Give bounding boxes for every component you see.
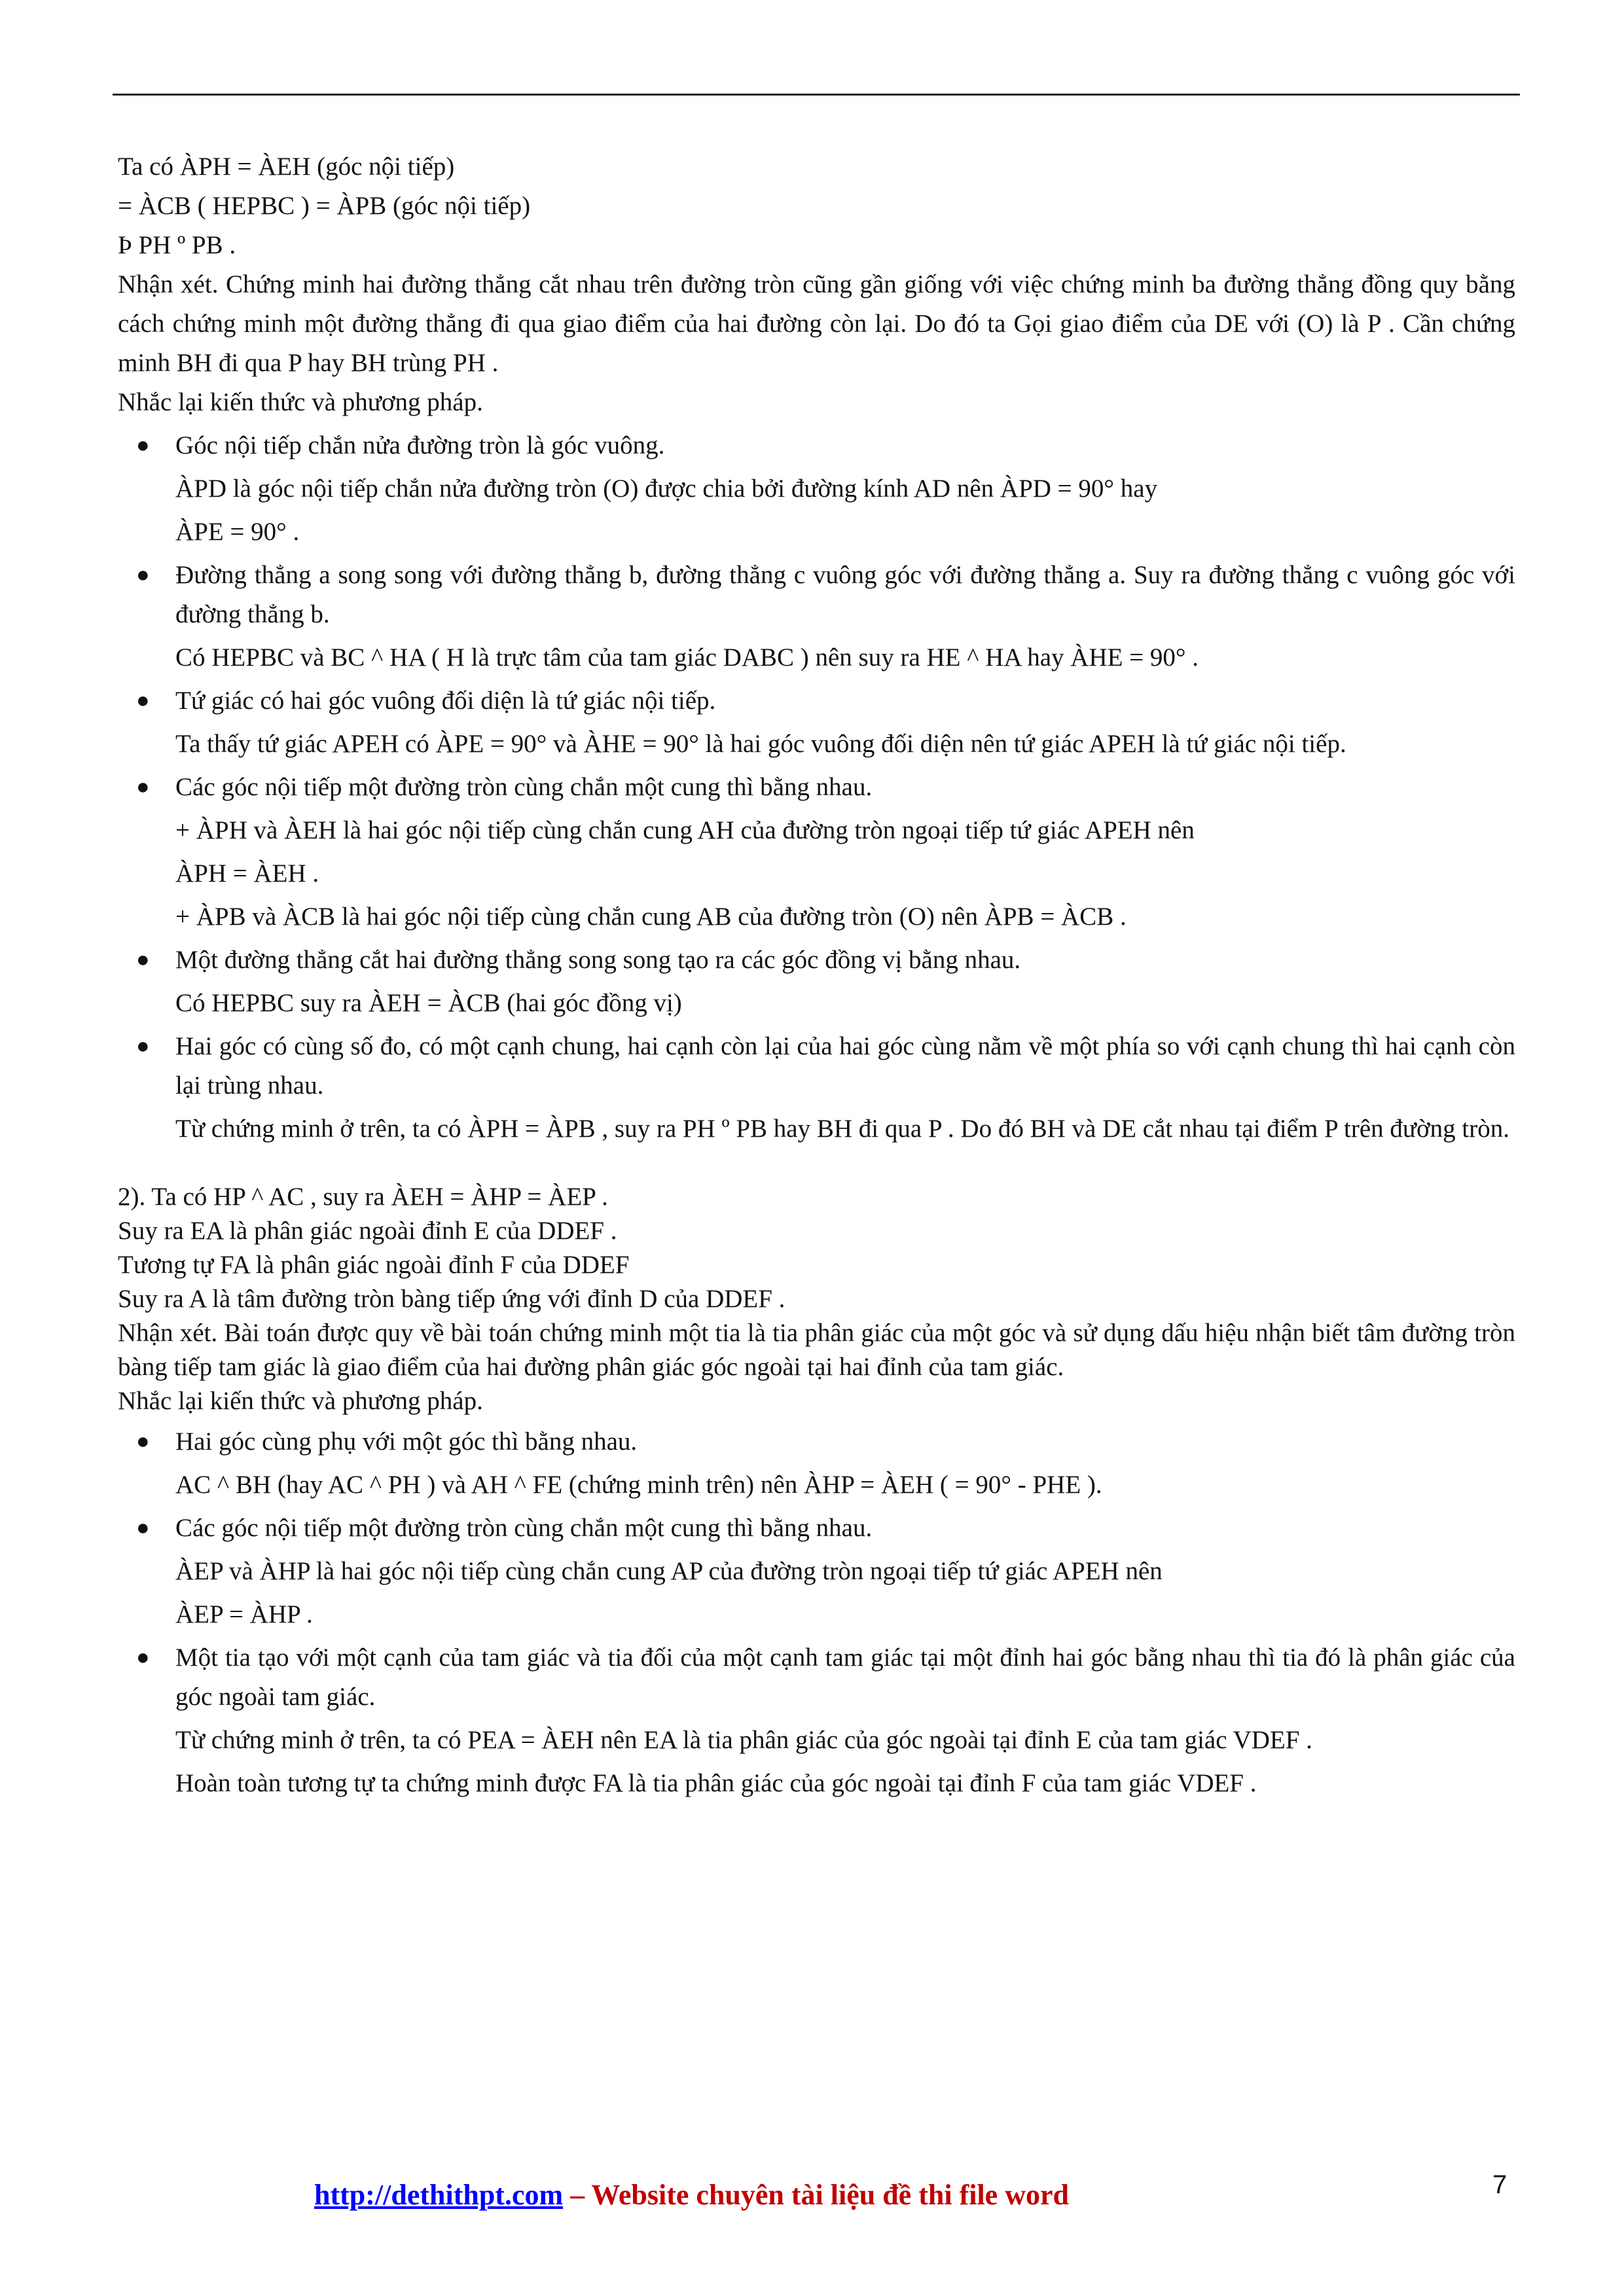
footer: [314, 2178, 1069, 2212]
s1-remark: Nhận xét. Chứng minh hai đường thẳng cắt nhau trên đường tròn cũng gần giống với việc chứng minh ba đường thẳng đồng quy bằng cách chứng minh một đường thẳng đi qua giao điểm của hai đường còn lại. Do đó ta Gọi giao điểm của DE với (O) là P . Cần chứng minh BH đi qua P hay BH trùng PH .: [118, 270, 1515, 377]
s1-bullet-2: ● Đường thẳng a song song với đường thẳng b, đường thẳng c vuông góc với đường thẳng a. Suy ra đường thẳng c vuông góc với đường thẳng b.: [118, 556, 1515, 634]
bullet-icon: ●: [136, 689, 150, 713]
s1-line3: Þ PH º PB .: [118, 231, 236, 259]
s2-bullet-1-detail: AC ^ BH (hay AC ^ PH ) và AH ^ FE (chứng minh trên) nên ÀHP = ÀEH ( = 90° - PHE ).: [175, 1471, 1102, 1499]
s2-line1: 2). Ta có HP ^ AC , suy ra ÀEH = ÀHP = ÀEP .: [118, 1183, 608, 1211]
s1-bullet-6-detail: Từ chứng minh ở trên, ta có ÀPH = ÀPB , suy ra PH º PB hay BH đi qua P . Do đó BH và DE cắt nhau tại điểm P trên đường tròn.: [175, 1115, 1509, 1143]
s1-bullet-1-detail: ÀPD là góc nội tiếp chắn nửa đường tròn (O) được chia bởi đường kính AD nên ÀPD = 90° hay: [175, 475, 1158, 503]
bullet-icon: ●: [136, 563, 150, 587]
s2-bullet-3-detail-2: Hoàn toàn tương tự ta chứng minh được FA là tia phân giác của góc ngoài tại đỉnh F của tam giác VDEF .: [175, 1769, 1257, 1797]
bullet-icon: ●: [136, 1645, 150, 1670]
s1-bullet-4: ● Các góc nội tiếp một đường tròn cùng chắn một cung thì bằng nhau.: [118, 768, 1515, 807]
s2-bullet-2: ● Các góc nội tiếp một đường tròn cùng chắn một cung thì bằng nhau.: [118, 1509, 1515, 1548]
s2-recall-heading: Nhắc lại kiến thức và phương pháp.: [118, 1387, 483, 1415]
footer-link[interactable]: http://dethithpt.com: [314, 2179, 564, 2211]
s2-bullet-2-detail: ÀEP và ÀHP là hai góc nội tiếp cùng chắn cung AP của đường tròn ngoại tiếp tứ giác APEH nên: [175, 1557, 1163, 1585]
s2-bullet-3: ● Một tia tạo với một cạnh của tam giác và tia đối của một cạnh tam giác tại một đỉnh hai góc bằng nhau thì tia đó là phân giác của góc ngoài tam giác.: [118, 1638, 1515, 1717]
s2-line2: Suy ra EA là phân giác ngoài đỉnh E của DDEF .: [118, 1217, 617, 1245]
bullet-icon: ●: [136, 1516, 150, 1540]
s1-bullet-5-detail: Có HEPBC suy ra ÀEH = ÀCB (hai góc đồng vị): [175, 989, 682, 1017]
page-body: [118, 147, 1515, 1807]
s2-bullet-3-detail: Từ chứng minh ở trên, ta có PEA = ÀEH nên EA là tia phân giác của góc ngoài tại đỉnh E của tam giác VDEF .: [175, 1726, 1312, 1754]
bullet-icon: ●: [136, 1429, 150, 1454]
s2-bullet-1: ● Hai góc cùng phụ với một góc thì bằng nhau.: [118, 1422, 1515, 1462]
s2-bullet-2-detail-2: ÀEP = ÀHP .: [175, 1600, 313, 1628]
s1-bullet-4-detail: + ÀPH và ÀEH là hai góc nội tiếp cùng chắn cung AH của đường tròn ngoại tiếp tứ giác APEH nên: [175, 816, 1195, 844]
s1-bullet-1: ● Góc nội tiếp chắn nửa đường tròn là góc vuông.: [118, 426, 1515, 465]
s1-bullet-4-detail-2: ÀPH = ÀEH .: [175, 859, 319, 888]
s1-line2: = ÀCB ( HEPBC ) = ÀPB (góc nội tiếp): [118, 192, 531, 220]
s1-line1: Ta có ÀPH = ÀEH (góc nội tiếp): [118, 152, 455, 181]
bullet-icon: ●: [136, 948, 150, 972]
s1-bullet-2-detail: Có HEPBC và BC ^ HA ( H là trực tâm của tam giác DABC ) nên suy ra HE ^ HA hay ÀHE = 90° .: [175, 643, 1199, 672]
s1-bullet-3: ● Tứ giác có hai góc vuông đối diện là tứ giác nội tiếp.: [118, 681, 1515, 721]
bullet-icon: ●: [136, 775, 150, 799]
s1-bullet-3-detail: Ta thấy tứ giác APEH có ÀPE = 90° và ÀHE = 90° là hai góc vuông đối diện nên tứ giác APEH là tứ giác nội tiếp.: [175, 730, 1346, 758]
footer-tagline: – Website chuyên tài liệu đề thi file word: [563, 2179, 1069, 2211]
header-rule: [113, 94, 1520, 96]
bullet-icon: ●: [136, 433, 150, 457]
s1-bullet-1-detail-2: ÀPE = 90° .: [175, 518, 300, 546]
s1-bullet-6: ● Hai góc có cùng số đo, có một cạnh chung, hai cạnh còn lại của hai góc cùng nằm về một phía so với cạnh chung thì hai cạnh còn lại trùng nhau.: [118, 1027, 1515, 1105]
s2-remark: Nhận xét. Bài toán được quy về bài toán chứng minh một tia là tia phân giác của một góc và sử dụng dấu hiệu nhận biết tâm đường tròn bàng tiếp tam giác là giao điểm của hai đường phân giác góc ngoài tại hai đỉnh của tam giác.: [118, 1319, 1515, 1381]
s2-line4: Suy ra A là tâm đường tròn bàng tiếp ứng với đỉnh D của DDEF .: [118, 1285, 785, 1313]
bullet-icon: ●: [136, 1034, 150, 1058]
page-number: 7: [1492, 2170, 1507, 2199]
s1-bullet-4-detail-3: + ÀPB và ÀCB là hai góc nội tiếp cùng chắn cung AB của đường tròn (O) nên ÀPB = ÀCB .: [175, 903, 1127, 931]
s1-bullet-5: ● Một đường thẳng cắt hai đường thẳng song song tạo ra các góc đồng vị bằng nhau.: [118, 941, 1515, 980]
s2-line3: Tương tự FA là phân giác ngoài đỉnh F của DDEF: [118, 1251, 630, 1279]
s1-recall-heading: Nhắc lại kiến thức và phương pháp.: [118, 388, 483, 416]
